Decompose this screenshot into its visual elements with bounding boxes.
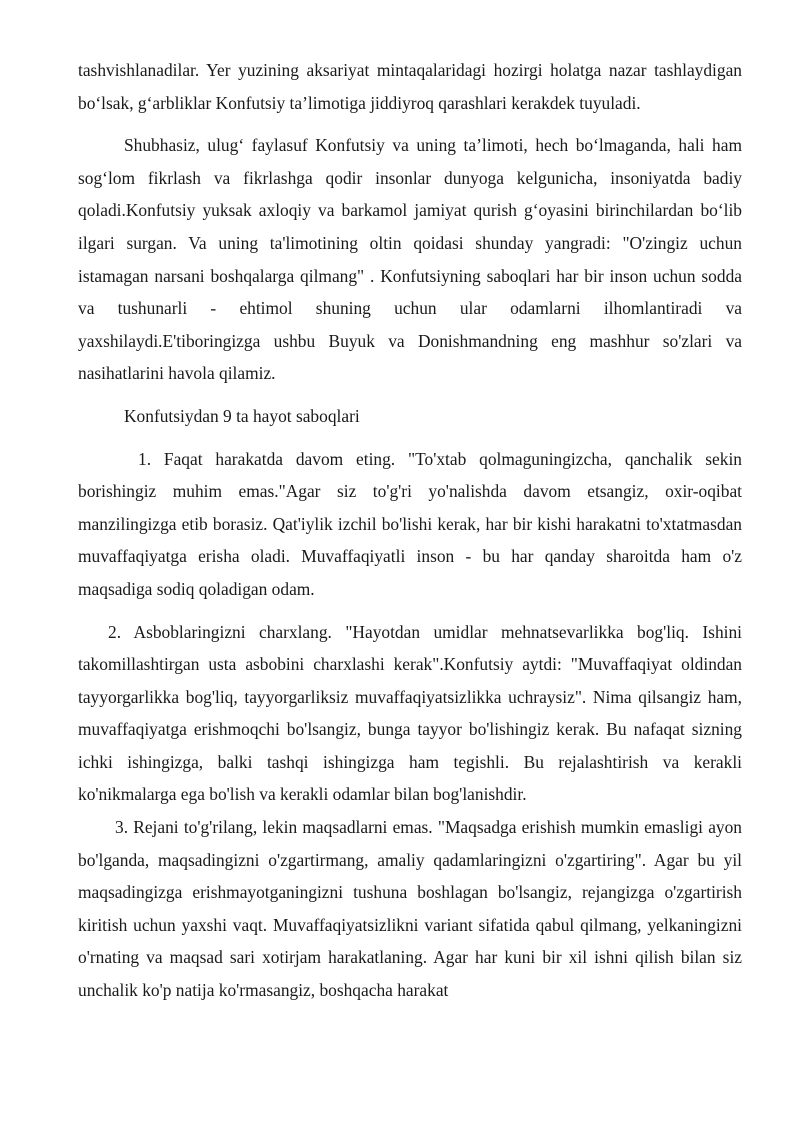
document-body	[78, 54, 742, 1007]
lesson-item-3: 3. Rejani to'g'rilang, lekin maqsadlarni emas. "Maqsadga erishish mumkin emasligi ayon bo'lganda, maqsadingizni o'zgartirmang, amaliy qadamlaringizni o'zgartiring". Agar bu yil maqsadingizga erishmayotganingizni tushuna boshlagan bo'lsangiz, rejangizga o'zgartirish kiritish uchun yaxshi vaqt. Muvaffaqiyatsizlikni variant sifatida qabul qilmang, yelkaningizni o'rnating va maqsad sari xotirjam harakatlaning. Agar har kuni bir xil ishni qilish bilan siz unchalik ko'p natija ko'rmasangiz, boshqacha harakat	[78, 817, 742, 1001]
lesson-item-2: 2. Asboblaringizni charxlang. "Hayotdan umidlar mehnatsevarlikka bog'liq. Ishini takomillashtirgan usta asbobini charxlashi kerak".Konfutsiy aytdi: "Muvaffaqiyat oldindan tayyorgarlikka bog'liq, tayyorgarliksiz muvaffaqiyatsizlikka uchraysiz". Nima qilsangiz ham, muvaffaqiyatga erishmoqchi bo'lsangiz, bunga tayyor bo'lishingiz kerak. Bu nafaqat sizning ichki ishingizga, balki tashqi ishingizga ham tegishli. Bu rejalashtirish va kerakli ko'nikmalarga ega bo'lish va kerakli odamlar bilan bog'lanishdir.	[78, 621, 742, 805]
lesson-item-1: 1. Faqat harakatda davom eting. "To'xtab qolmaguningizcha, qanchalik sekin borishingiz muhim emas."Agar siz to'g'ri yo'nalishda davom etsangiz, oxir-oqibat manzilingizga etib borasiz. Qat'iylik izchil bo'lishi kerak, har bir kishi harakatni to'xtatmasdan muvaffaqiyatga erisha oladi. Muvaffaqiyatli inson - bu har qanday sharoitda ham o'z maqsadiga sodiq qoladigan odam.	[78, 448, 742, 599]
paragraph-continuation: tashvishlanadilar. Yer yuzining aksariyat mintaqalaridagi hozirgi holatga nazar tashlaydigan boʻlsak, gʻarbliklar Konfutsiy ta’limotiga jiddiyroq qarashlari kerakdek tuyuladi.	[78, 60, 742, 113]
section-heading: Konfutsiydan 9 ta hayot saboqlari	[124, 405, 360, 426]
paragraph-intro: Shubhasiz, ulugʻ faylasuf Konfutsiy va uning ta’limoti, hech boʻlmaganda, hali ham sogʻlom fikrlash va fikrlashga qodir insonlar dunyoga kelgunicha, insoniyatda badiy qoladi.Konfutsiy yuksak axloqiy va barkamol jamiyat qurish gʻoyasini birinchilardan boʻlib ilgari surgan. Va uning ta'limotining oltin qoidasi shunday yangradi: "O'zingiz uchun istamagan narsani boshqalarga qilmang" . Konfutsiyning saboqlari har bir inson uchun sodda va tushunarli - ehtimol shuning uchun ular odamlarni ilhomlantiradi va yaxshilaydi.E'tiboringizga ushbu Buyuk va Donishmandning eng mashhur so'zlari va nasihatlarini havola qilamiz.	[78, 135, 742, 384]
